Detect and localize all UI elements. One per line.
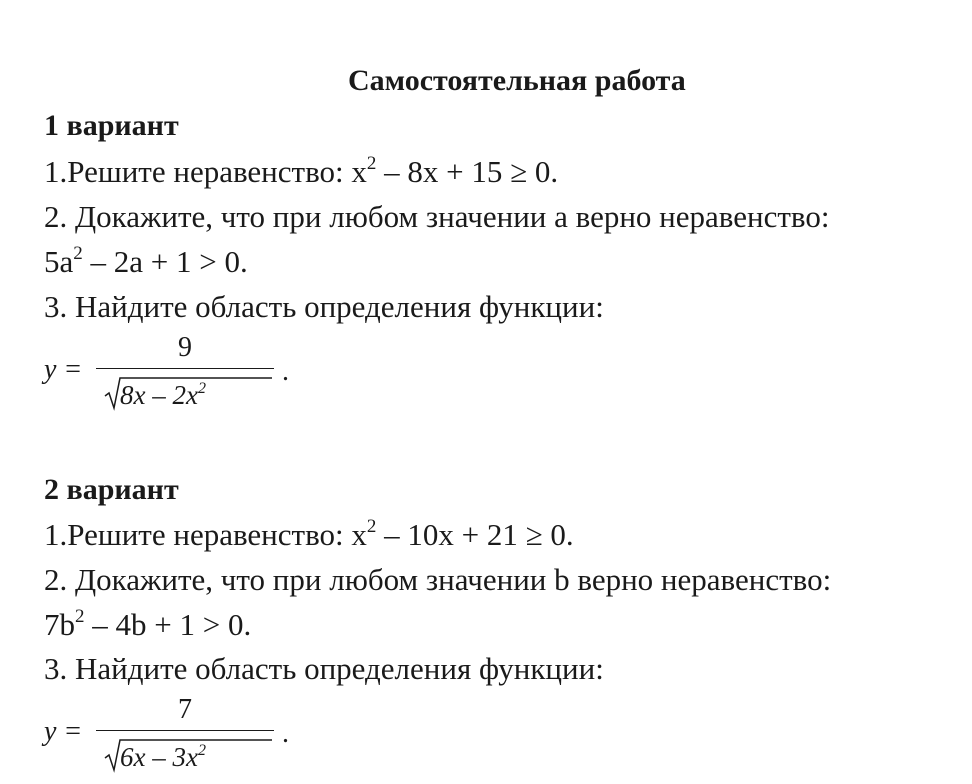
exponent: 2: [366, 153, 377, 174]
exponent: 2: [197, 742, 206, 759]
variant-1-heading: 1 вариант: [44, 109, 179, 142]
exponent: 2: [75, 606, 85, 627]
exponent: 2: [366, 516, 377, 537]
task-text: – 2a + 1 > 0.: [82, 244, 248, 279]
task-text: 5a: [44, 244, 74, 279]
formula-end: .: [282, 356, 289, 387]
task-text: 1.Решите неравенство: x: [44, 517, 367, 552]
task-text: 7b: [44, 607, 75, 642]
fraction-numerator: 9: [178, 332, 192, 363]
formula-end: .: [282, 718, 289, 749]
radicand-text: 6x – 3x: [120, 742, 198, 772]
variant-2-task-2: 2. Докажите, что при любом значении b верно неравенство:: [44, 562, 832, 597]
variant-2-heading: 2 вариант: [44, 473, 179, 506]
fraction-bar: [96, 368, 274, 369]
radicand-text: 8x – 2x: [120, 380, 198, 410]
fraction-bar: [96, 730, 274, 731]
radicand: [120, 380, 206, 411]
radicand: [120, 742, 206, 773]
worksheet-title: Самостоятельная работа: [348, 64, 686, 97]
formula-lhs: y =: [44, 716, 83, 747]
variant-1-task-2: 2. Докажите, что при любом значении a верно неравенство:: [44, 199, 830, 234]
variant-1-task-2-inequality: [44, 243, 248, 279]
exponent: 2: [197, 380, 206, 397]
formula-lhs: y =: [44, 354, 83, 385]
task-text: – 8x + 15 ≥ 0.: [376, 154, 559, 189]
variant-2-task-1: [44, 516, 574, 552]
variant-2-task-2-inequality: [44, 606, 252, 642]
variant-1-task-1: [44, 153, 559, 189]
exponent: 2: [73, 243, 83, 264]
fraction-numerator: 7: [178, 694, 192, 725]
task-text: 1.Решите неравенство: x: [44, 154, 367, 189]
variant-1-task-3: 3. Найдите область определения функции:: [44, 289, 604, 324]
variant-2-task-3: 3. Найдите область определения функции:: [44, 651, 604, 686]
fraction-denominator: [104, 738, 274, 772]
task-text: – 10x + 21 ≥ 0.: [376, 517, 574, 552]
task-text: – 4b + 1 > 0.: [84, 607, 252, 642]
fraction-denominator: [104, 376, 274, 410]
